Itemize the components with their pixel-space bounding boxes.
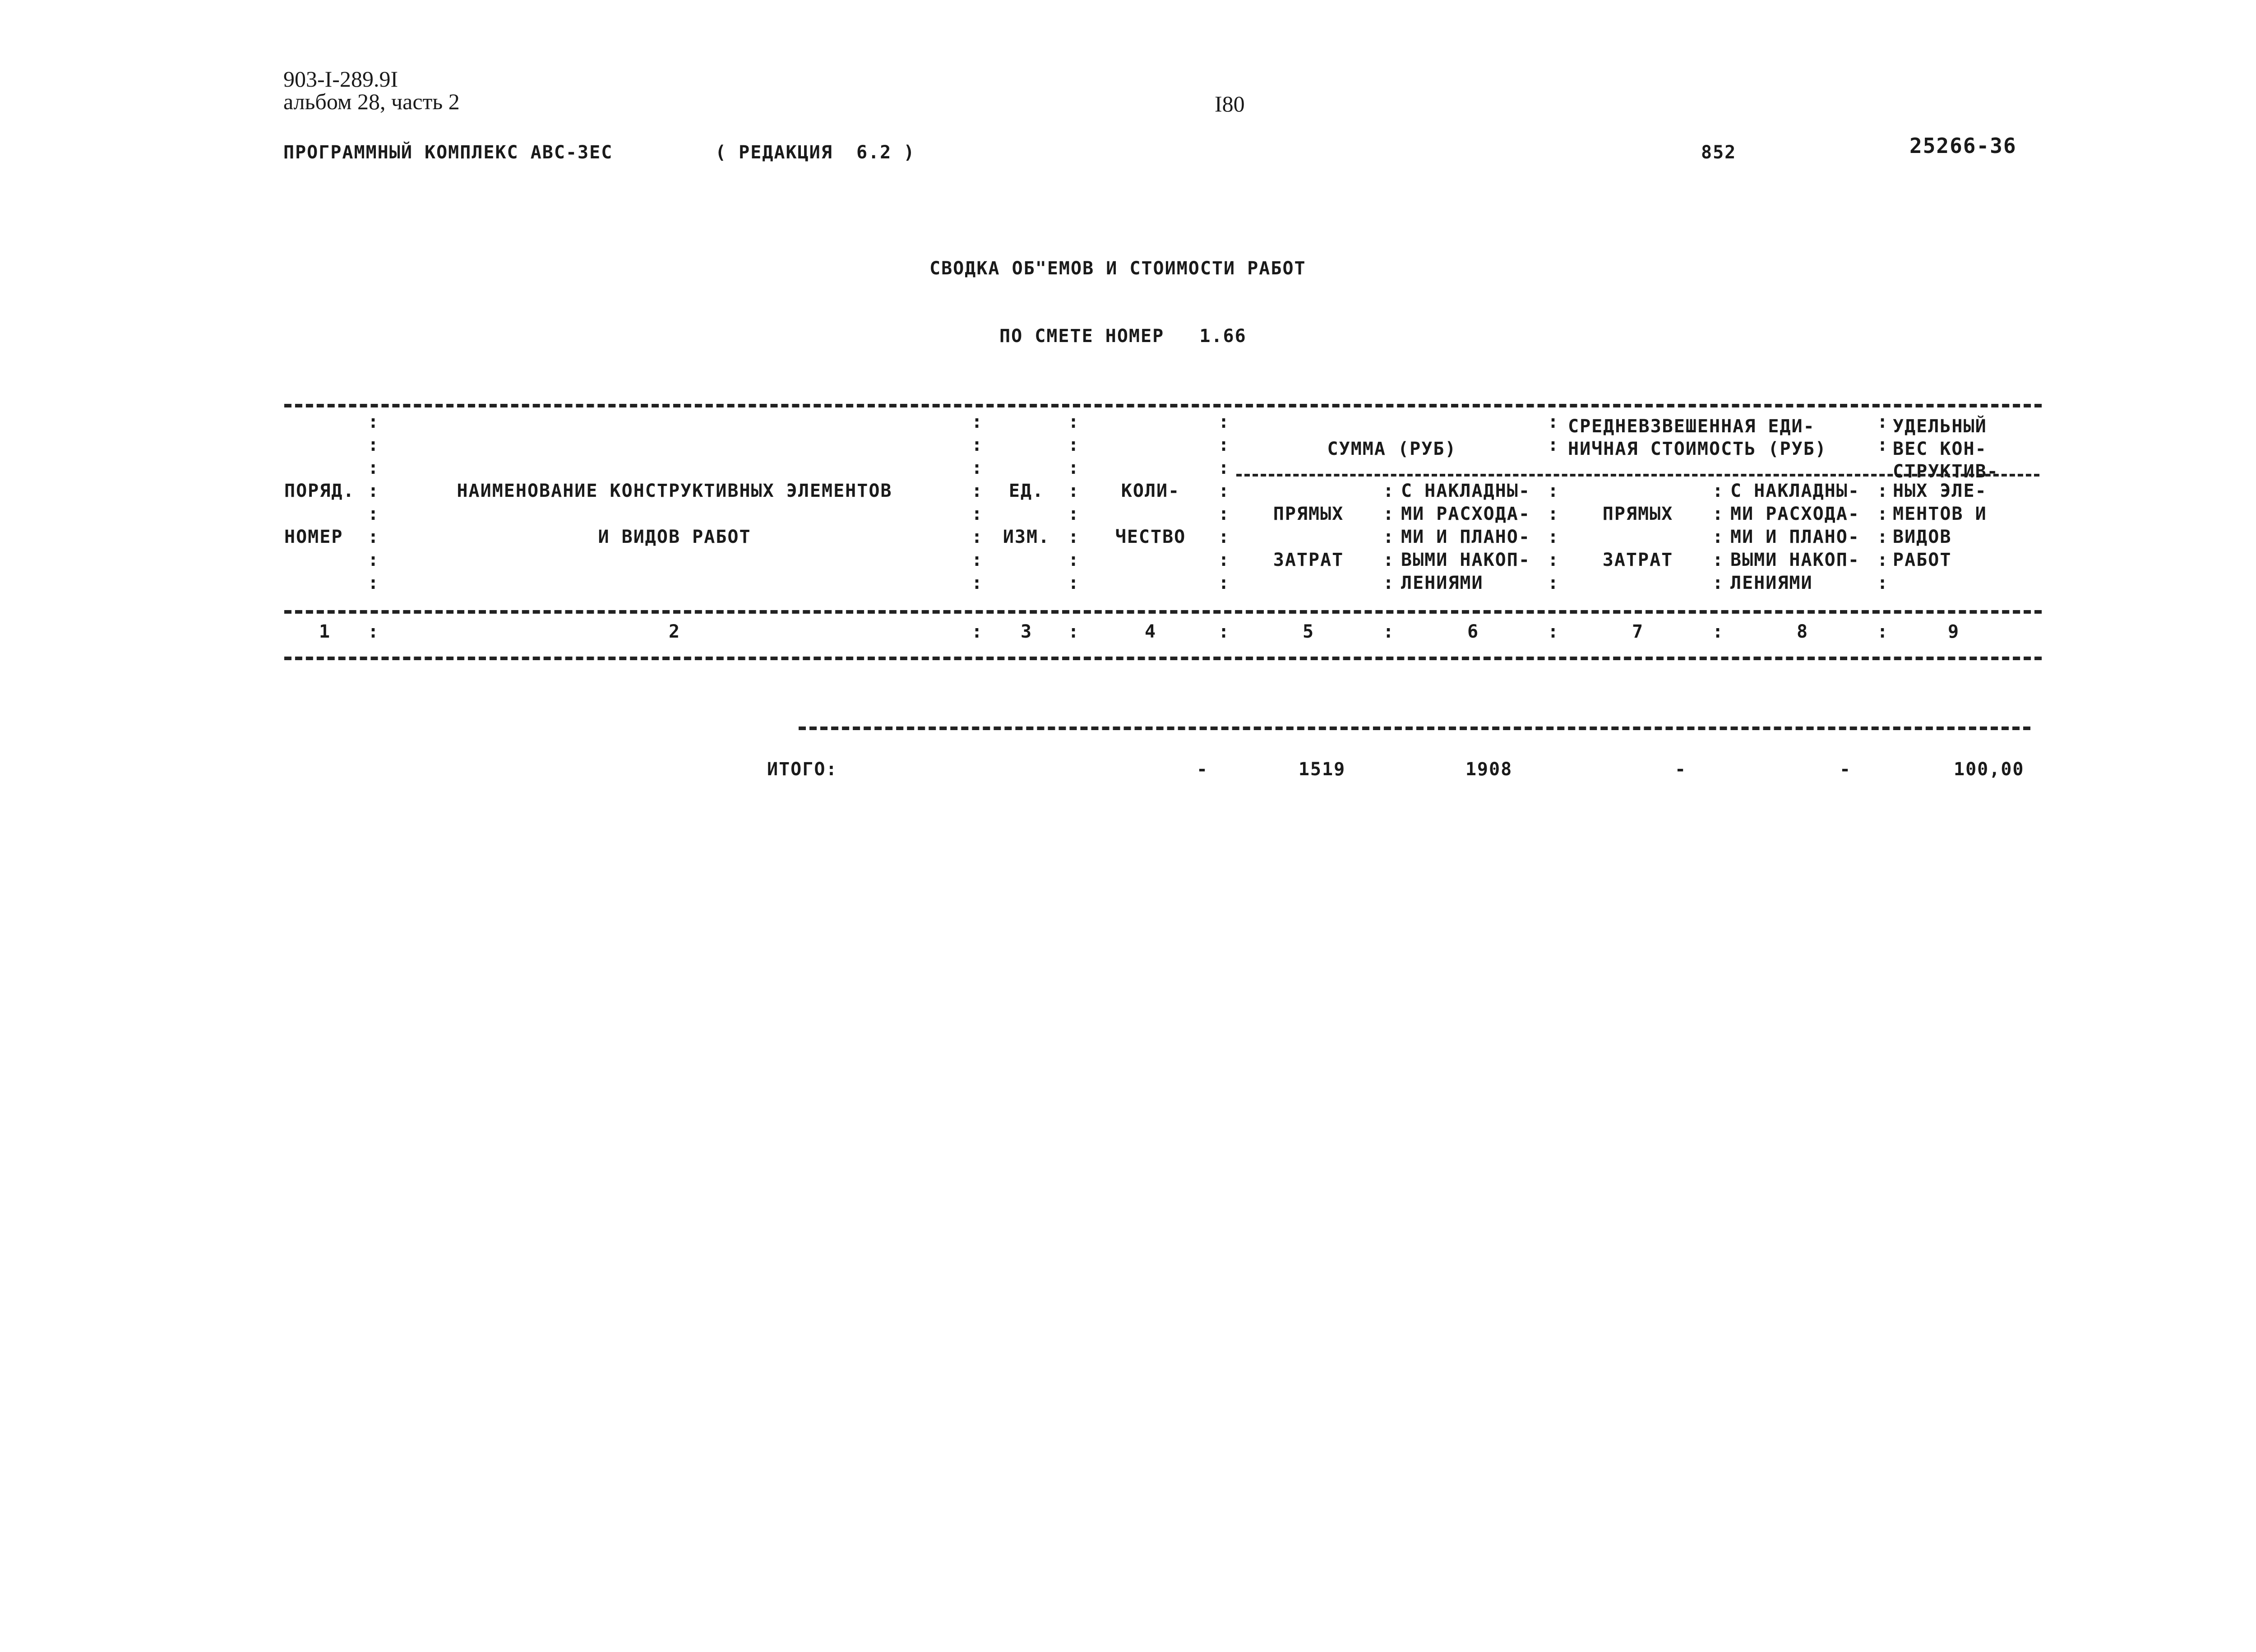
registration-number: 25266-36 (1909, 134, 2017, 158)
totals-with-overheads: 1908 (1465, 759, 1513, 780)
column-separator: : : : : : (1712, 481, 1724, 593)
header-unit-l2: ИЗМ. (1003, 527, 1050, 547)
program-name: ПРОГРАММНЫЙ КОМПЛЕКС АВС-3ЕС (283, 142, 613, 163)
header-order-number-l2: НОМЕР (284, 527, 343, 547)
col-number: 1 (319, 621, 331, 642)
header-sum-group: СУММА (РУБ) (1327, 439, 1457, 459)
table-top-rule (284, 404, 2042, 407)
album-part: альбом 28, часть 2 (283, 89, 460, 114)
column-separator: : : : : : : : : (971, 412, 983, 593)
column-separator: : (971, 621, 983, 642)
totals-avg-with-overheads: - (1839, 759, 1852, 780)
col-number: 3 (1020, 621, 1033, 642)
col-number: 9 (1947, 621, 1960, 642)
header-specific-weight-l6: ВИДОВ (1893, 527, 1952, 547)
header-direct-costs-l2: ЗАТРАТ (1273, 550, 1344, 570)
header-specific-weight-l5: МЕНТОВ И (1893, 504, 1987, 524)
column-separator: : : : : : (1383, 481, 1394, 593)
estimate-number: ПО СМЕТЕ НОМЕР 1.66 (999, 326, 1247, 347)
program-edition: ( РЕДАКЦИЯ 6.2 ) (715, 142, 915, 163)
column-separator: : : : : : (1877, 481, 1888, 593)
header-avg-direct-costs-l2: ЗАТРАТ (1602, 550, 1674, 570)
header-weighted-avg-l2: НИЧНАЯ СТОИМОСТЬ (РУБ) (1568, 439, 1827, 459)
column-separator: : : : : : : : : (1068, 412, 1079, 593)
header-with-overheads-l1: С НАКЛАДНЫ- (1401, 481, 1530, 501)
totals-specific-weight: 100,00 (1954, 759, 2025, 780)
column-separator: : : (1548, 412, 1559, 455)
header-avg-with-overheads-l4: ВЫМИ НАКОП- (1730, 550, 1860, 570)
column-separator: : (1218, 621, 1230, 642)
header-avg-with-overheads-l3: МИ И ПЛАНО- (1730, 527, 1860, 547)
header-with-overheads-l4: ВЫМИ НАКОП- (1401, 550, 1530, 570)
column-separator: : (1383, 621, 1394, 642)
header-specific-weight-l1: УДЕЛЬНЫЙ (1893, 416, 1987, 437)
header-unit-l1: ЕД. (1008, 481, 1045, 501)
col-number: 2 (668, 621, 681, 642)
report-title: СВОДКА ОБ"ЕМОВ И СТОИМОСТИ РАБОТ (929, 258, 1306, 279)
header-specific-weight-l2: ВЕС КОН- (1893, 439, 1987, 459)
column-separator: : (1877, 621, 1888, 642)
totals-avg-direct-costs: - (1674, 759, 1687, 780)
header-element-name-l2: И ВИДОВ РАБОТ (598, 527, 751, 547)
header-avg-with-overheads-l1: С НАКЛАДНЫ- (1730, 481, 1860, 501)
column-separator: : (1548, 621, 1559, 642)
totals-label: ИТОГО: (767, 759, 838, 780)
header-specific-weight-l3: СТРУКТИВ- (1893, 461, 1999, 482)
header-weighted-avg-l1: СРЕДНЕВЗВЕШЕННАЯ ЕДИ- (1568, 416, 1815, 437)
totals-quantity: - (1196, 759, 1209, 780)
header-quantity-l1: КОЛИ- (1121, 481, 1180, 501)
header-avg-with-overheads-l5: ЛЕНИЯМИ (1730, 573, 1813, 593)
header-bottom-rule (284, 610, 2042, 614)
col-number: 5 (1302, 621, 1315, 642)
column-separator: : (368, 621, 379, 642)
header-element-name-l1: НАИМЕНОВАНИЕ КОНСТРУКТИВНЫХ ЭЛЕМЕНТОВ (457, 481, 892, 501)
header-quantity-l2: ЧЕСТВО (1115, 527, 1186, 547)
totals-direct-costs: 1519 (1298, 759, 1346, 780)
header-order-number-l1: ПОРЯД. (284, 481, 355, 501)
column-separator: : (1712, 621, 1724, 642)
header-direct-costs-l1: ПРЯМЫХ (1273, 504, 1344, 524)
totals-rule (799, 727, 2030, 730)
column-separator: : : (1877, 412, 1888, 455)
column-separator: : : : : : : : : (368, 412, 379, 593)
header-with-overheads-l3: МИ И ПЛАНО- (1401, 527, 1530, 547)
column-separator: : : : : : : : : (1218, 412, 1230, 593)
header-with-overheads-l5: ЛЕНИЯМИ (1401, 573, 1484, 593)
col-number: 7 (1632, 621, 1644, 642)
header-with-overheads-l2: МИ РАСХОДА- (1401, 504, 1530, 524)
col-number: 6 (1467, 621, 1479, 642)
col-number: 4 (1144, 621, 1157, 642)
col-number: 8 (1796, 621, 1809, 642)
sheet-number: 852 (1701, 142, 1737, 163)
column-separator: : (1068, 621, 1079, 642)
page-number: I80 (1215, 91, 1245, 116)
header-avg-with-overheads-l2: МИ РАСХОДА- (1730, 504, 1860, 524)
column-separator: : : : : : (1548, 481, 1559, 593)
header-specific-weight-l4: НЫХ ЭЛЕ- (1893, 481, 1987, 501)
doc-code: 903-I-289.9I (283, 66, 398, 92)
header-specific-weight-l7: РАБОТ (1893, 550, 1952, 570)
table-bottom-rule (284, 657, 2042, 660)
header-avg-direct-costs-l1: ПРЯМЫХ (1602, 504, 1674, 524)
